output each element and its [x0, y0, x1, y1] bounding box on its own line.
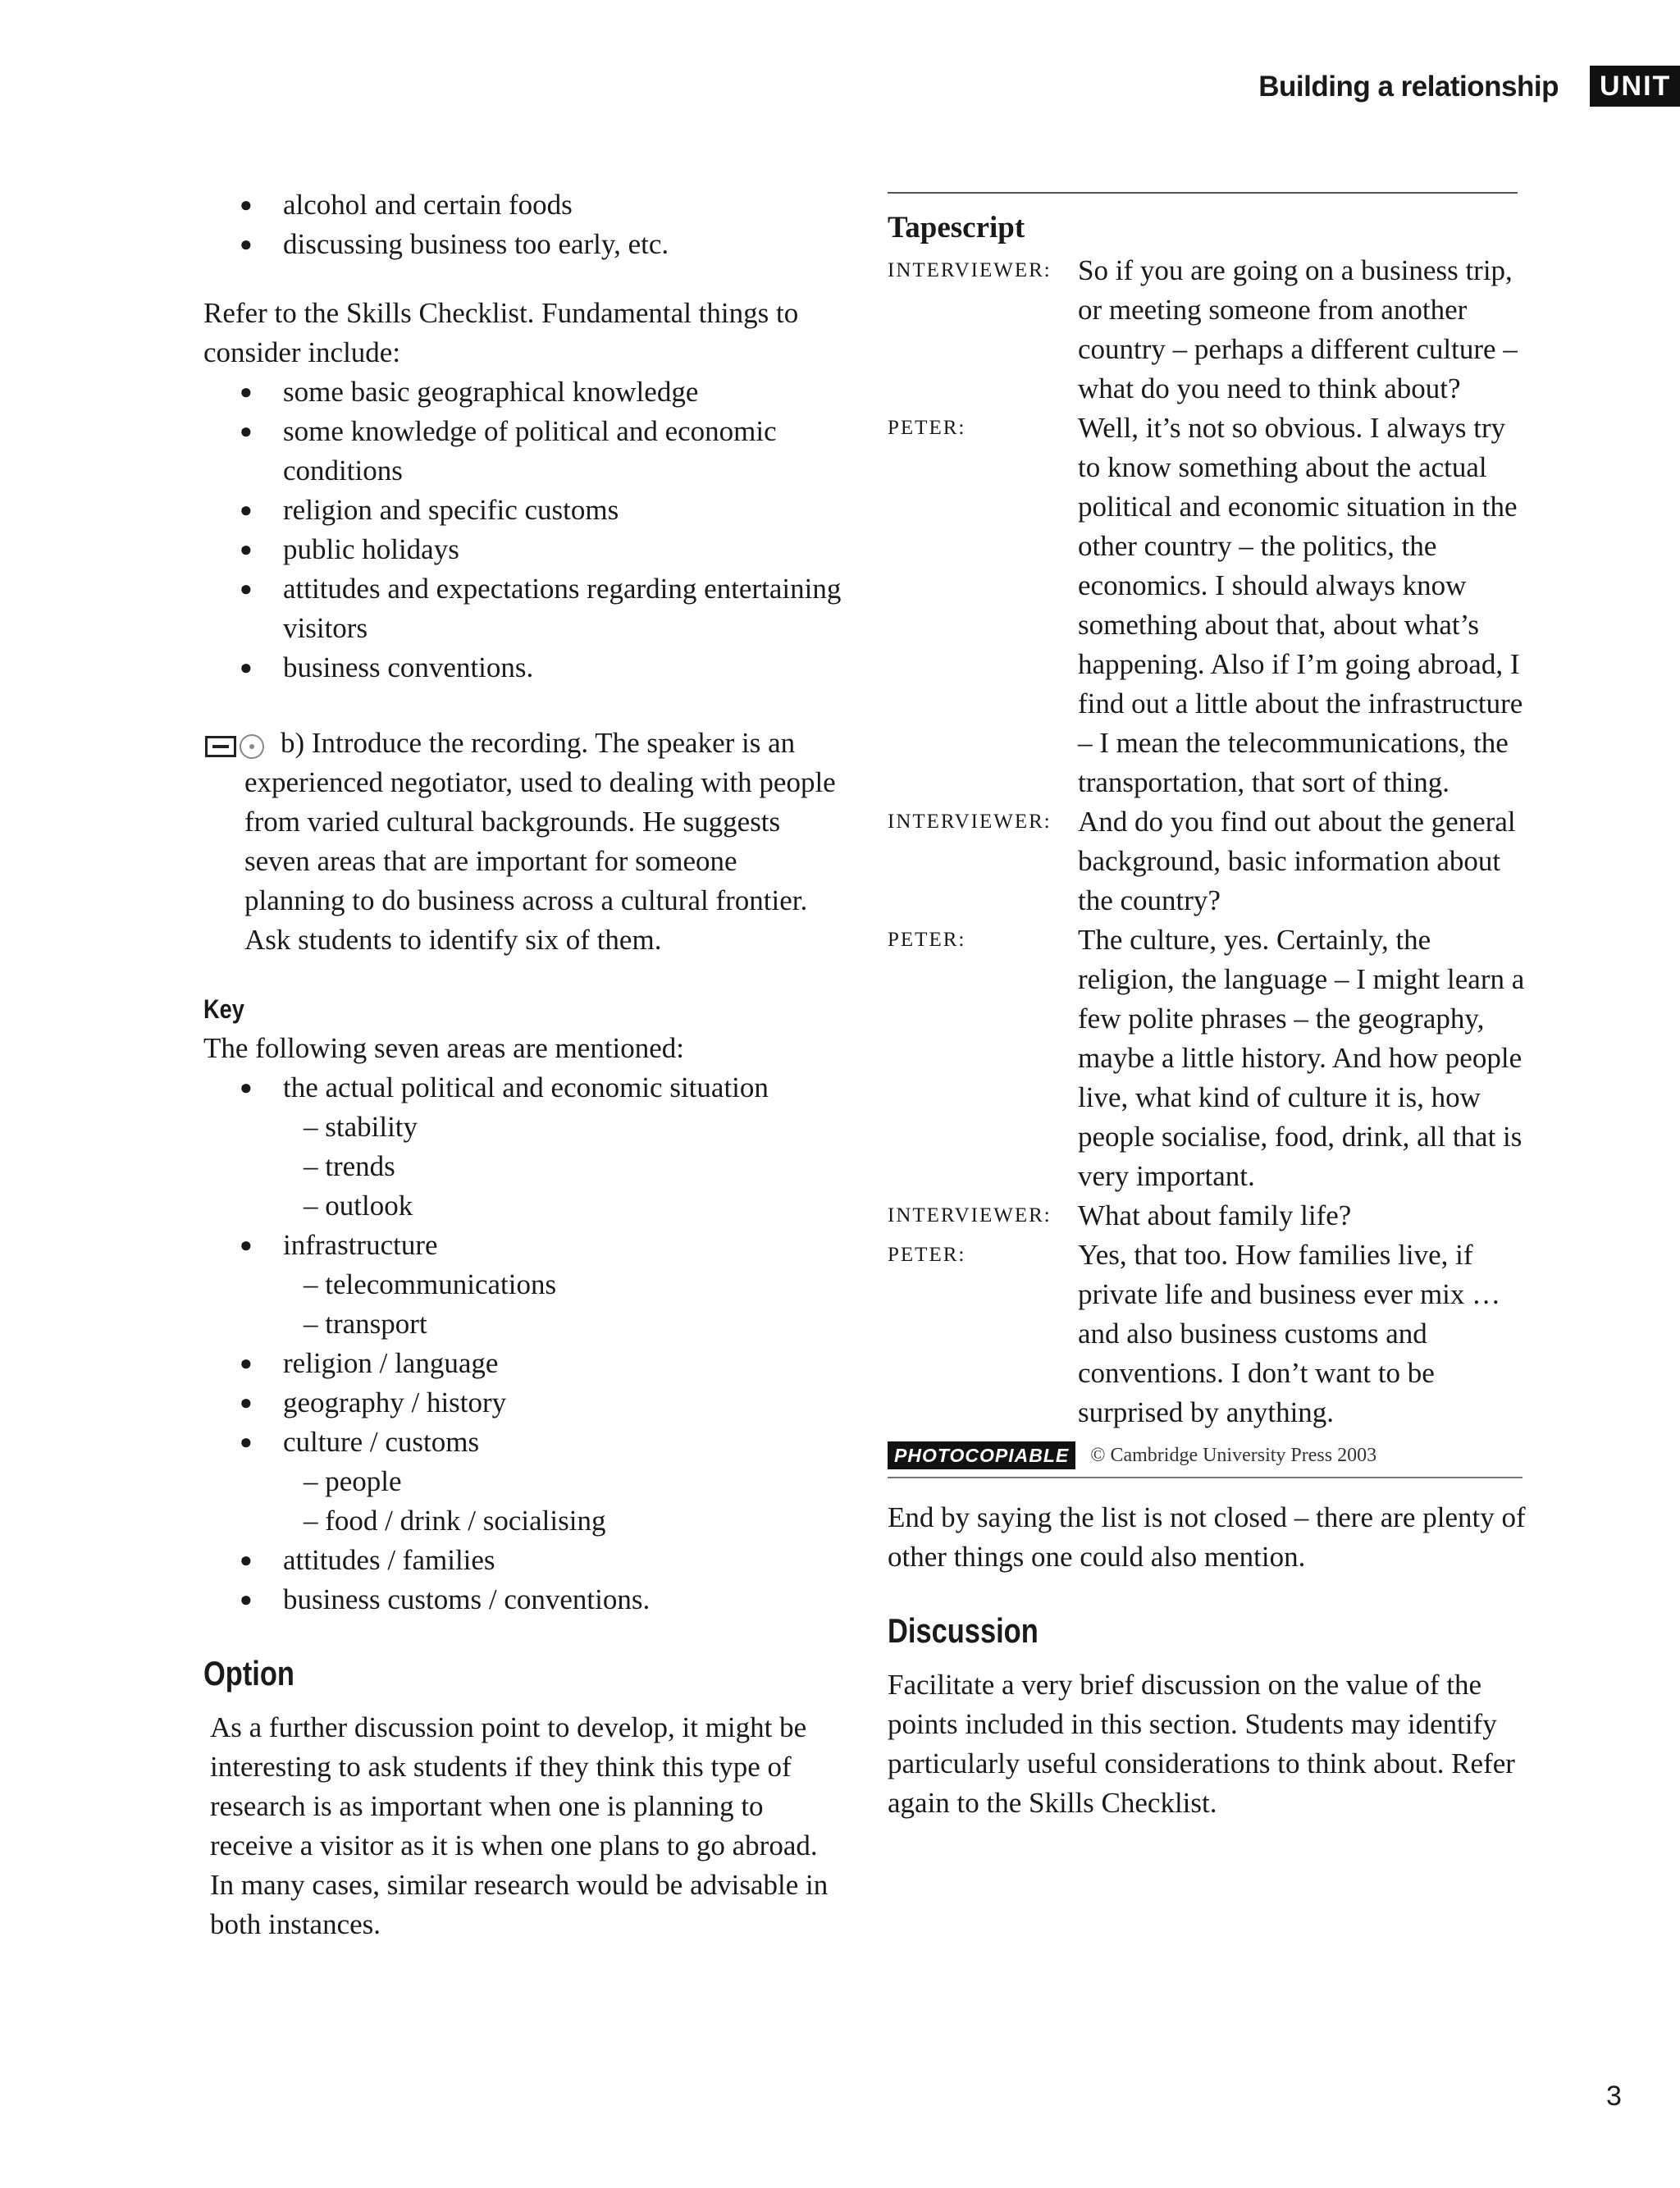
- speaker-label: PETER:: [888, 1244, 966, 1266]
- list-item: ● public holidays: [203, 530, 843, 569]
- tapescript-turn: [888, 409, 1527, 802]
- copyright-note: © Cambridge University Press 2003: [1090, 1445, 1377, 1466]
- key-subitem: – telecommunications: [304, 1268, 557, 1300]
- speech-text: The culture, yes. Certainly, the religion, the language – I might learn a few polite phrases – the geography, maybe a little history. And how people live, what kind of culture it is, how people socialise, food, drink, all that is very important.: [1078, 924, 1525, 1192]
- cd-icon: [240, 734, 264, 759]
- speech-text: Yes, that too. How families live, if private life and business ever mix … and also business customs and conventions. I don’t want to be surprised by anything.: [1078, 1239, 1501, 1428]
- speaker-label: INTERVIEWER:: [888, 1204, 1052, 1226]
- tapescript-turn: [888, 1196, 1527, 1236]
- speaker-label: PETER:: [888, 929, 966, 951]
- tapescript-turn: [888, 920, 1527, 1196]
- key-heading: Key: [203, 994, 244, 1024]
- speaker-label: INTERVIEWER:: [888, 811, 1052, 833]
- key-list: [203, 1068, 843, 1619]
- key-intro: The following seven areas are mentioned:: [203, 1032, 685, 1064]
- list-item: ● some basic geographical knowledge: [203, 372, 843, 412]
- key-item: ● culture / customs: [203, 1423, 843, 1462]
- key-subitem: – transport: [304, 1308, 427, 1340]
- speaker-label: INTERVIEWER:: [888, 259, 1052, 281]
- option-heading: Option: [203, 1654, 294, 1692]
- running-header-title: Building a relationship: [1258, 71, 1559, 103]
- tapescript-bottom-rule: [888, 1477, 1522, 1478]
- tapescript-top-rule: [888, 192, 1518, 194]
- cassette-icon: [205, 736, 236, 757]
- audio-icons: [205, 727, 264, 766]
- list-item: ● discussing business too early, etc.: [203, 225, 843, 264]
- top-bullet-list: [203, 185, 843, 264]
- speech-text: Well, it’s not so obvious. I always try to know something about the actual political and economic situation in the other country – the politics, the economics. I should always know something about that, about what’s happening. Also if I’m going abroad, I find out a little about the infrastructure – I mean the telecommunications, the transportation, that sort of thing.: [1078, 412, 1523, 798]
- end-paragraph: End by saying the list is not closed – there are plenty of other things one could also mention.: [888, 1501, 1526, 1573]
- list-item: ● religion and specific customs: [203, 491, 843, 530]
- list-item: ● alcohol and certain foods: [203, 185, 843, 225]
- tapescript-turn: [888, 802, 1527, 920]
- discussion-heading: Discussion: [888, 1611, 1039, 1650]
- left-column: [203, 185, 843, 1944]
- tapescript-body: [888, 251, 1527, 1432]
- task-b-text: b) Introduce the recording. The speaker is an experienced negotiator, used to dealing with people from varied cultural backgrounds. He suggests seven areas that are important for someone planning to do business across a cultural frontier. Ask students to identify six of them.: [244, 727, 836, 956]
- unit-tab: UNIT: [1590, 66, 1680, 107]
- intro-paragraph: Refer to the Skills Checklist. Fundamental things to consider include:: [203, 297, 799, 368]
- option-paragraph: As a further discussion point to develop, it might be interesting to ask students if they think this type of research is as important when one is planning to receive a visitor as it is when one plans to go abroad. In many cases, similar research would be advisable in both instances.: [210, 1711, 829, 1940]
- photocopiable-row: [888, 1439, 1527, 1472]
- speech-text: So if you are going on a business trip, or meeting someone from another country – perhaps a different culture – what do you need to think about?: [1078, 254, 1518, 404]
- list-item: ● business conventions.: [203, 648, 843, 687]
- speaker-label: PETER:: [888, 417, 966, 439]
- key-item: ● religion / language: [203, 1344, 843, 1383]
- speech-text: What about family life?: [1078, 1199, 1352, 1231]
- discussion-paragraph: Facilitate a very brief discussion on the value of the points included in this section. Students may identify particularly useful considerations to think about. Refer again to the Skills Checklist.: [888, 1669, 1515, 1819]
- tapescript-turn: [888, 1236, 1527, 1432]
- consider-bullet-list: [203, 372, 843, 687]
- key-item: ● infrastructure: [203, 1226, 843, 1265]
- photocopiable-badge: PHOTOCOPIABLE: [888, 1441, 1075, 1469]
- list-item: ● attitudes and expectations regarding entertaining visitors: [203, 569, 843, 648]
- speech-text: And do you find out about the general background, basic information about the country?: [1078, 806, 1516, 916]
- list-item: ● some knowledge of political and economic conditions: [203, 412, 843, 491]
- page-number: 3: [1606, 2081, 1622, 2112]
- task-b-block: [203, 724, 843, 960]
- key-item: ● geography / history: [203, 1383, 843, 1423]
- key-item: ● attitudes / families: [203, 1541, 843, 1580]
- key-item: ● business customs / conventions.: [203, 1580, 843, 1619]
- key-subitem: – trends: [304, 1150, 395, 1182]
- right-column: [888, 185, 1527, 1823]
- key-subitem: – people: [304, 1465, 402, 1497]
- tapescript-heading: Tapescript: [888, 211, 1025, 244]
- key-item: ● the actual political and economic situation: [203, 1068, 843, 1108]
- tapescript-turn: [888, 251, 1527, 409]
- key-subitem: – food / drink / socialising: [304, 1505, 606, 1537]
- key-subitem: – stability: [304, 1111, 418, 1143]
- key-subitem: – outlook: [304, 1190, 413, 1222]
